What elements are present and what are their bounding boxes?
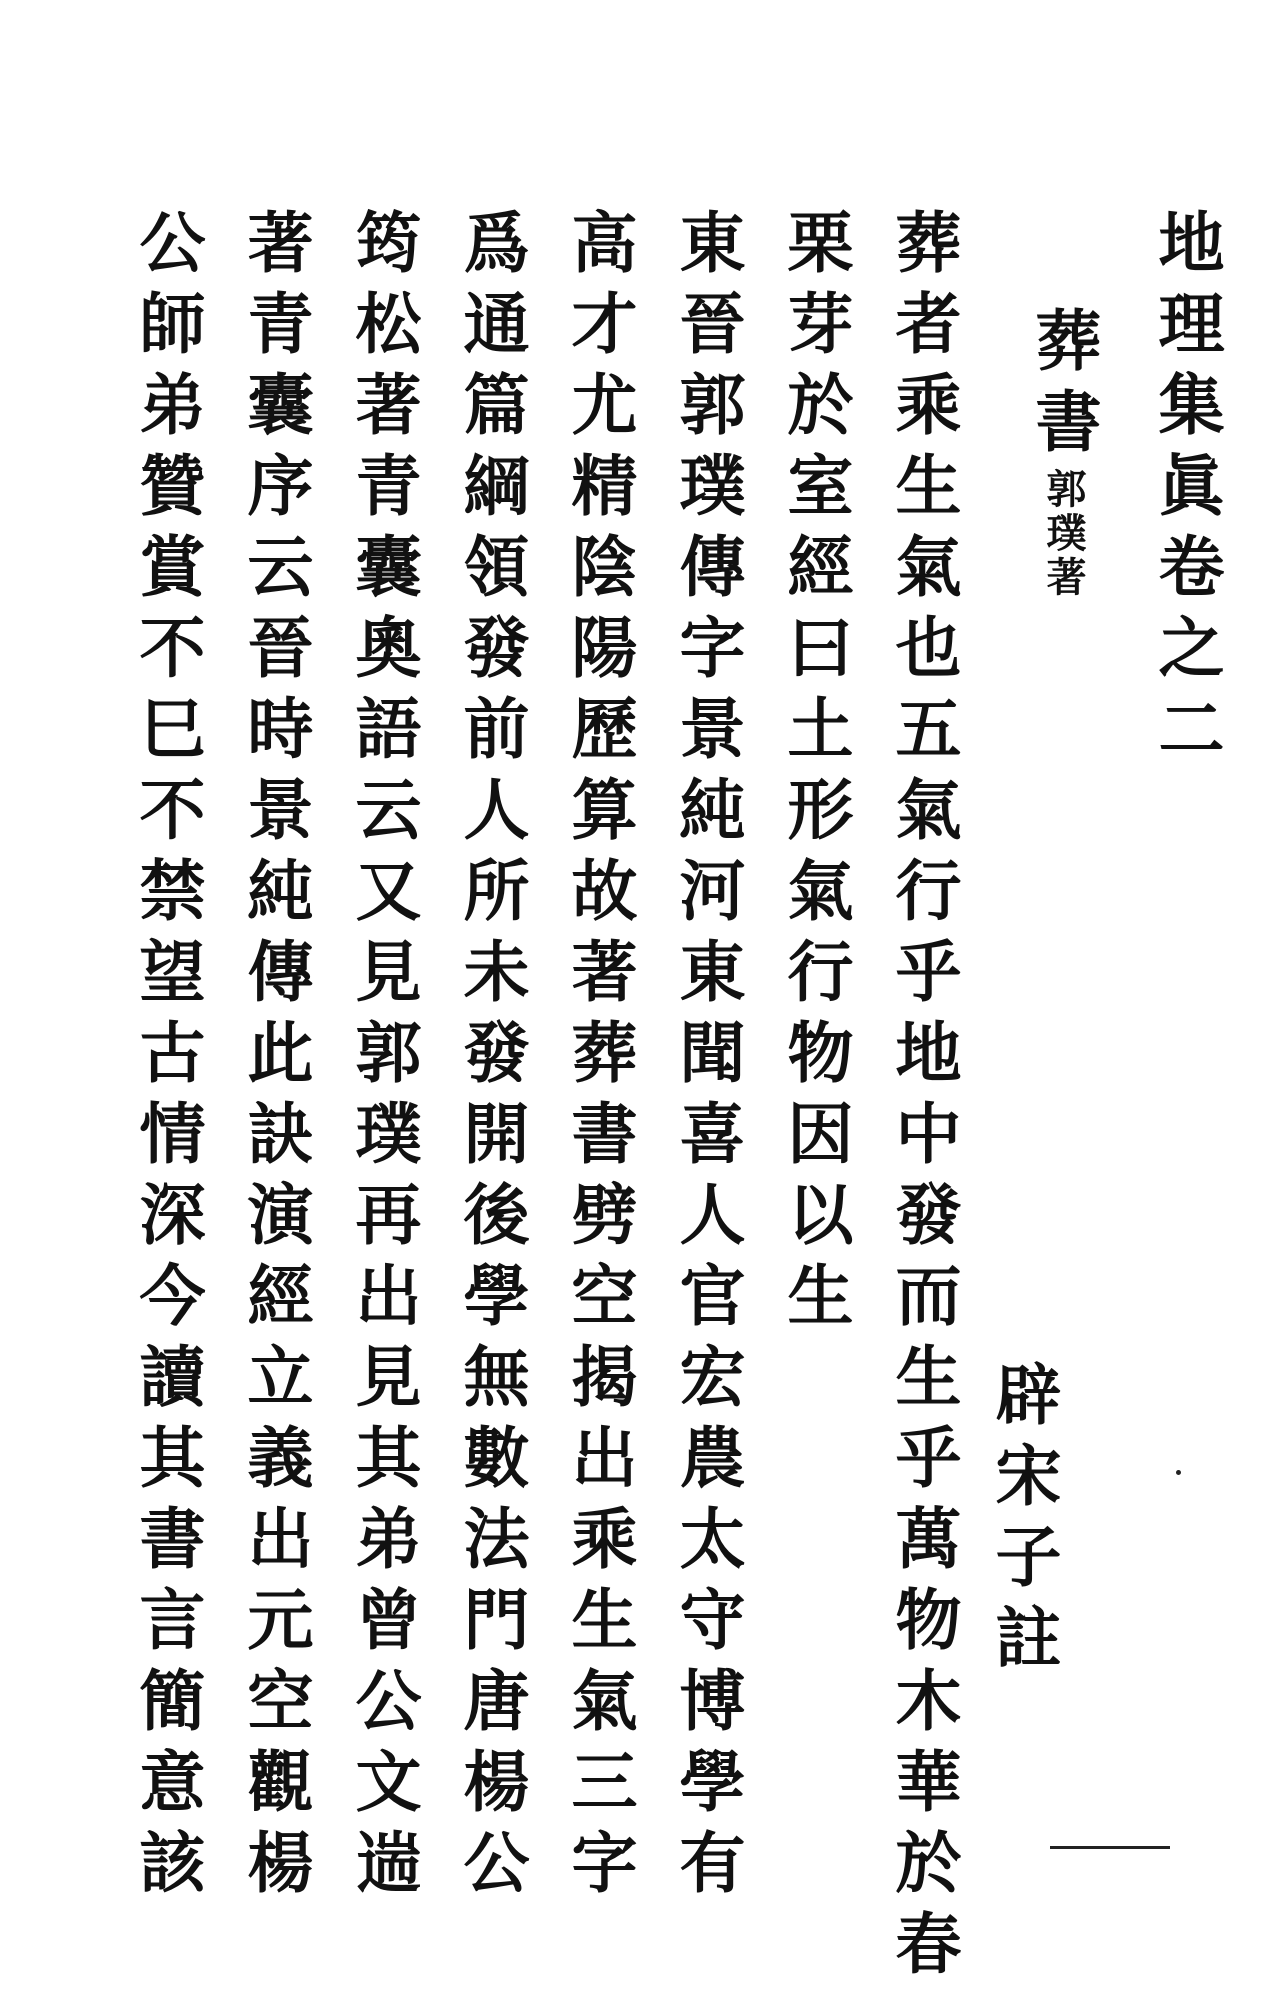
- body-column-2: 栗芽於室經曰土形氣行物因以生: [776, 208, 854, 1342]
- margin-mark-dot: [1176, 1470, 1181, 1475]
- section-author: 郭璞著: [1040, 468, 1087, 600]
- margin-mark-line: [1050, 1846, 1170, 1849]
- annotator-credit: 辟宋子註: [984, 1360, 1062, 1684]
- body-column-7: 著青囊序云晉時景純傳此訣演經立義出元空觀楊: [236, 208, 314, 1909]
- body-column-5: 爲通篇綱領發前人所未發開後學無數法門唐楊公: [452, 208, 530, 1909]
- section-heading: [1024, 306, 1102, 600]
- section-title: 葬書: [1024, 306, 1102, 468]
- body-column-8: 公師弟贊賞不巳不禁望古情深今讀其書言簡意該: [128, 208, 206, 1909]
- body-column-3: 東晉郭璞傳字景純河東聞喜人官宏農太守博學有: [668, 208, 746, 1909]
- body-column-1: 葬者乘生氣也五氣行乎地中發而生乎萬物木華於春: [884, 208, 962, 1990]
- body-column-4: 高才尤精陰陽歷算故著葬書劈空揭出乘生氣三字: [560, 208, 638, 1909]
- book-title: 地理集眞卷之二: [1147, 208, 1225, 775]
- body-column-6: 筠松著青囊奧語云又見郭璞再出見其弟曾公文遄: [344, 208, 422, 1909]
